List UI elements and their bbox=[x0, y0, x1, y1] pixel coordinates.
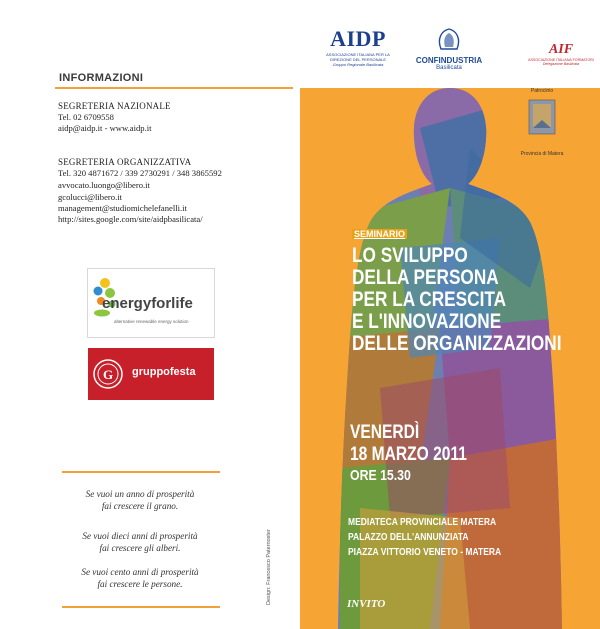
quote-2 bbox=[50, 530, 230, 554]
design-credit bbox=[266, 455, 278, 605]
quote-2-line-2: fai crescere gli alberi. bbox=[99, 543, 181, 553]
aif-logo bbox=[528, 42, 594, 66]
organizzativa-email-1: avvocato.luongo@libero.it bbox=[58, 180, 150, 190]
aidp-logo bbox=[322, 26, 394, 67]
confindustria-subtitle: Basilicata bbox=[436, 65, 462, 71]
invito-label: INVITO bbox=[347, 598, 386, 610]
title-line-1: LO SVILUPPO bbox=[352, 244, 468, 267]
event-time: ORE 15.30 bbox=[350, 467, 411, 484]
title-line-5: DELLE ORGANIZZAZIONI bbox=[352, 332, 562, 355]
confindustria-logo bbox=[413, 25, 485, 71]
gruppofesta-logo bbox=[88, 348, 214, 400]
aidp-wordmark: AIDP bbox=[330, 26, 386, 51]
event-day: VENERDÌ bbox=[350, 422, 420, 443]
quote-3-line-1: Se vuoi cento anni di prosperità bbox=[81, 567, 199, 577]
energyforlife-wordmark: energyforlife bbox=[102, 295, 193, 312]
quote-1-line-1: Se vuoi un anno di prosperità bbox=[85, 489, 195, 499]
quote-1-line-2: fai crescere il grano. bbox=[101, 501, 179, 511]
seminario-label: SEMINARIO bbox=[354, 229, 406, 239]
confindustria-wordmark: CONFINDUSTRIA bbox=[415, 56, 483, 65]
title-line-3: PER LA CRESCITA bbox=[352, 288, 507, 311]
patrocinio-label: Patrocinio bbox=[530, 88, 554, 94]
svg-text:G: G bbox=[102, 367, 114, 382]
aidp-subtitle: ASSOCIAZIONE ITALIANA PER LA DIREZIONE DEL PERSONALE bbox=[326, 52, 390, 62]
design-credit-text: Design: Francesco Paternoster bbox=[266, 529, 272, 605]
gruppofesta-emblem-icon bbox=[90, 348, 130, 400]
heading-rule bbox=[55, 87, 293, 89]
event-date-text: 18 MARZO 2011 bbox=[350, 444, 467, 465]
gruppofesta-wordmark: gruppofesta bbox=[132, 366, 196, 378]
event-date bbox=[350, 422, 467, 486]
event-venue bbox=[348, 515, 501, 560]
organizzativa-website: http://sites.google.com/site/aidpbasilicata/ bbox=[58, 214, 203, 224]
title-line-4: E L'INNOVAZIONE bbox=[352, 310, 502, 333]
nazionale-email-web: aidp@aidp.it - www.aidp.it bbox=[58, 123, 152, 133]
info-heading: INFORMAZIONI bbox=[59, 72, 144, 84]
provincia-label: Provincia di Matera bbox=[520, 151, 564, 157]
quote-2-line-1: Se vuoi dieci anni di prosperità bbox=[82, 531, 198, 541]
quote-1 bbox=[50, 488, 230, 512]
title-line-2: DELLA PERSONA bbox=[352, 266, 499, 289]
segreteria-nazionale-title: SEGRETERIA NAZIONALE bbox=[58, 101, 171, 111]
aif-subtitle-2: Delegazione Basilicata bbox=[542, 62, 580, 66]
venue-line-1: MEDIATECA PROVINCIALE MATERA bbox=[348, 517, 497, 528]
quote-3-line-2: fai crescere le persone. bbox=[97, 579, 183, 589]
venue-line-3: PIAZZA VITTORIO VENETO - MATERA bbox=[348, 547, 502, 558]
aif-wordmark: AIF bbox=[548, 42, 574, 57]
organizzativa-phones: Tel. 320 4871672 / 339 2730291 / 348 3865592 bbox=[58, 168, 222, 178]
aif-subtitle: ASSOCIAZIONE ITALIANA FORMATORI bbox=[528, 58, 594, 62]
venue-line-2: PALAZZO DELL'ANNUNZIATA bbox=[348, 532, 469, 543]
organizzativa-email-2: gcolucci@libero.it bbox=[58, 192, 122, 202]
aidp-subtitle-2: Gruppo Regionale Basilicata bbox=[332, 62, 384, 67]
quote-rule-bottom bbox=[62, 606, 220, 608]
quote-3 bbox=[50, 566, 230, 590]
energyforlife-tagline: alternative renewable energy solution bbox=[114, 319, 189, 324]
provincia-emblem-icon bbox=[512, 94, 572, 146]
seminar-title bbox=[352, 245, 562, 355]
confindustria-emblem-icon bbox=[413, 25, 485, 51]
segreteria-organizzativa-title: SEGRETERIA ORGANIZZATIVA bbox=[58, 157, 192, 167]
patrocinio-block bbox=[512, 88, 572, 168]
organizzativa-email-3: management@studiomichelefanelli.it bbox=[58, 203, 187, 213]
quote-rule-top bbox=[62, 471, 220, 473]
energyforlife-logo bbox=[87, 268, 215, 338]
nazionale-phone: Tel. 02 6709558 bbox=[58, 112, 114, 122]
